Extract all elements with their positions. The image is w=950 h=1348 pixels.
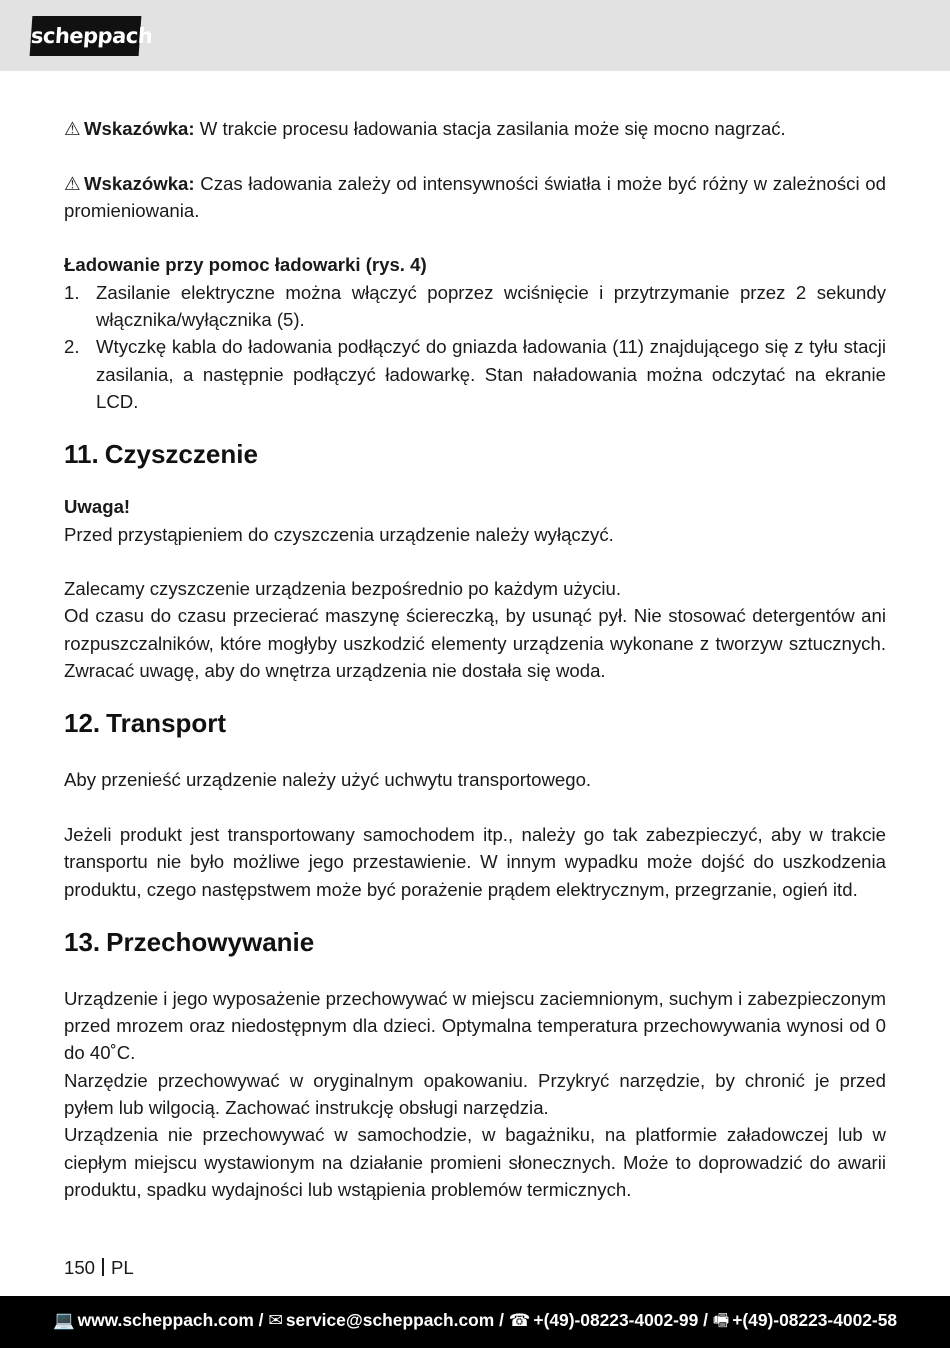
- warning-triangle-icon: ⚠: [64, 172, 81, 194]
- phone-icon: ☎: [508, 1310, 531, 1330]
- footer-separator: /: [494, 1310, 509, 1330]
- warning-text: W trakcie procesu ładowania stacja zasilania może się mocno nagrzać.: [194, 118, 786, 139]
- cleaning-paragraph-2: Od czasu do czasu przecierać maszynę ściereczką, by usunąć pył. Nie stosować detergentów ani rozpuszczalników, które mogłyby uszkodzić elementy urządzenia wykonane z tworzyw sztucznych. Zwracać uwagę, aby do wnętrza urządzenia nie dostała się woda.: [64, 605, 886, 682]
- scheppach-logo: scheppach: [30, 16, 142, 56]
- step-text: Zasilanie elektryczne można włączyć poprzez wciśnięcie i przytrzymanie przez 2 sekundy włącznika/wyłącznika (5).: [96, 281, 886, 331]
- footer-email[interactable]: service@scheppach.com: [285, 1310, 495, 1330]
- transport-paragraph-1: Aby przenieść urządzenie należy użyć uchwytu transportowego.: [64, 769, 592, 791]
- step-number: 1.: [64, 281, 80, 303]
- page-number: [64, 1256, 134, 1280]
- storage-paragraph-3: Urządzenia nie przechowywać w samochodzie, w bagażniku, na platformie załadowczej lub w ciepłym miejscu wystawionym na działanie promieni słonecznych. Może to doprowadzić do awarii produktu, spadku wydajności lub wstąpienia problemów termicznych.: [64, 1124, 886, 1200]
- section-title: Przechowywanie: [106, 926, 315, 957]
- list-item: [64, 333, 886, 415]
- page-footer: [0, 1296, 950, 1348]
- warning-text: Czas ładowania zależy od intensywności światła i może być różny w zależności od promieniowania.: [64, 172, 886, 221]
- footer-website[interactable]: www.scheppach.com: [77, 1310, 254, 1330]
- step-text: Wtyczkę kabla do ładowania podłączyć do gniazda ładowania (11) znajdującego się z tyłu stacji zasilania, a następnie podłączyć ładowarkę. Stan naładowania można odczytać na ekranie LCD.: [96, 336, 886, 412]
- section-title: Czyszczenie: [104, 439, 258, 470]
- charging-steps: [64, 279, 886, 415]
- list-item: [64, 279, 886, 334]
- section-number: 12.: [64, 708, 101, 739]
- warning-triangle-icon: ⚠: [64, 118, 81, 139]
- warning-note-2: [64, 170, 886, 225]
- footer-phone: +(49)-08223-4002-99: [533, 1310, 699, 1330]
- step-number: 2.: [64, 336, 80, 358]
- warning-label: Wskazówka:: [84, 172, 195, 194]
- section-number: 13.: [64, 926, 101, 957]
- section-number: 11.: [64, 439, 99, 470]
- transport-paragraph-2: Jeżeli produkt jest transportowany samochodem itp., należy go tak zabezpieczyć, aby w trakcie transportu nie było możliwe jego przestawienie. W innym wypadku może dojść do uszkodzenia produktu, czego następstwem może być porażenie prądem elektrycznym, przegrzanie, ogień itd.: [64, 823, 886, 900]
- section-heading-storage: [64, 927, 886, 957]
- cleaning-paragraph-1: Zalecamy czyszczenie urządzenia bezpośrednio po każdym użyciu.: [64, 578, 622, 600]
- page-header: [0, 0, 950, 71]
- mail-icon: ✉: [268, 1310, 283, 1330]
- footer-separator: /: [698, 1310, 713, 1330]
- page-number-divider: [102, 1258, 104, 1276]
- caution-label: Uwaga!: [64, 496, 131, 518]
- footer-separator: /: [253, 1310, 269, 1330]
- storage-paragraph-1: Urządzenie i jego wyposażenie przechowywać w miejscu zaciemnionym, suchym i zabezpieczonym przed mrozem oraz niedostępnym dla dzieci. Optymalna temperatura przechowywania wynosi od 0 do 40˚C.: [64, 987, 886, 1064]
- section-heading-cleaning: [64, 439, 886, 469]
- footer-fax: +(49)-08223-4002-58: [732, 1310, 898, 1330]
- page-language: PL: [111, 1257, 134, 1278]
- section-heading-transport: [64, 708, 886, 738]
- charging-subheading: Ładowanie przy pomoc ładowarki (rys. 4): [64, 254, 427, 276]
- storage-paragraph-2: Narzędzie przechowywać w oryginalnym opakowaniu. Przykryć narzędzie, by chronić je przed pyłem lub wilgocią. Zachować instrukcję obsługi narzędzia.: [64, 1069, 886, 1119]
- warning-label: Wskazówka:: [84, 118, 195, 139]
- section-title: Transport: [106, 708, 227, 739]
- page-content: [64, 115, 886, 1203]
- computer-icon: 💻: [52, 1310, 75, 1330]
- fax-icon: 🖷: [712, 1310, 730, 1330]
- caution-text: Przed przystąpieniem do czyszczenia urządzenie należy wyłączyć.: [64, 523, 614, 545]
- warning-note-1: [64, 115, 886, 142]
- page-number-value: 150: [64, 1257, 96, 1278]
